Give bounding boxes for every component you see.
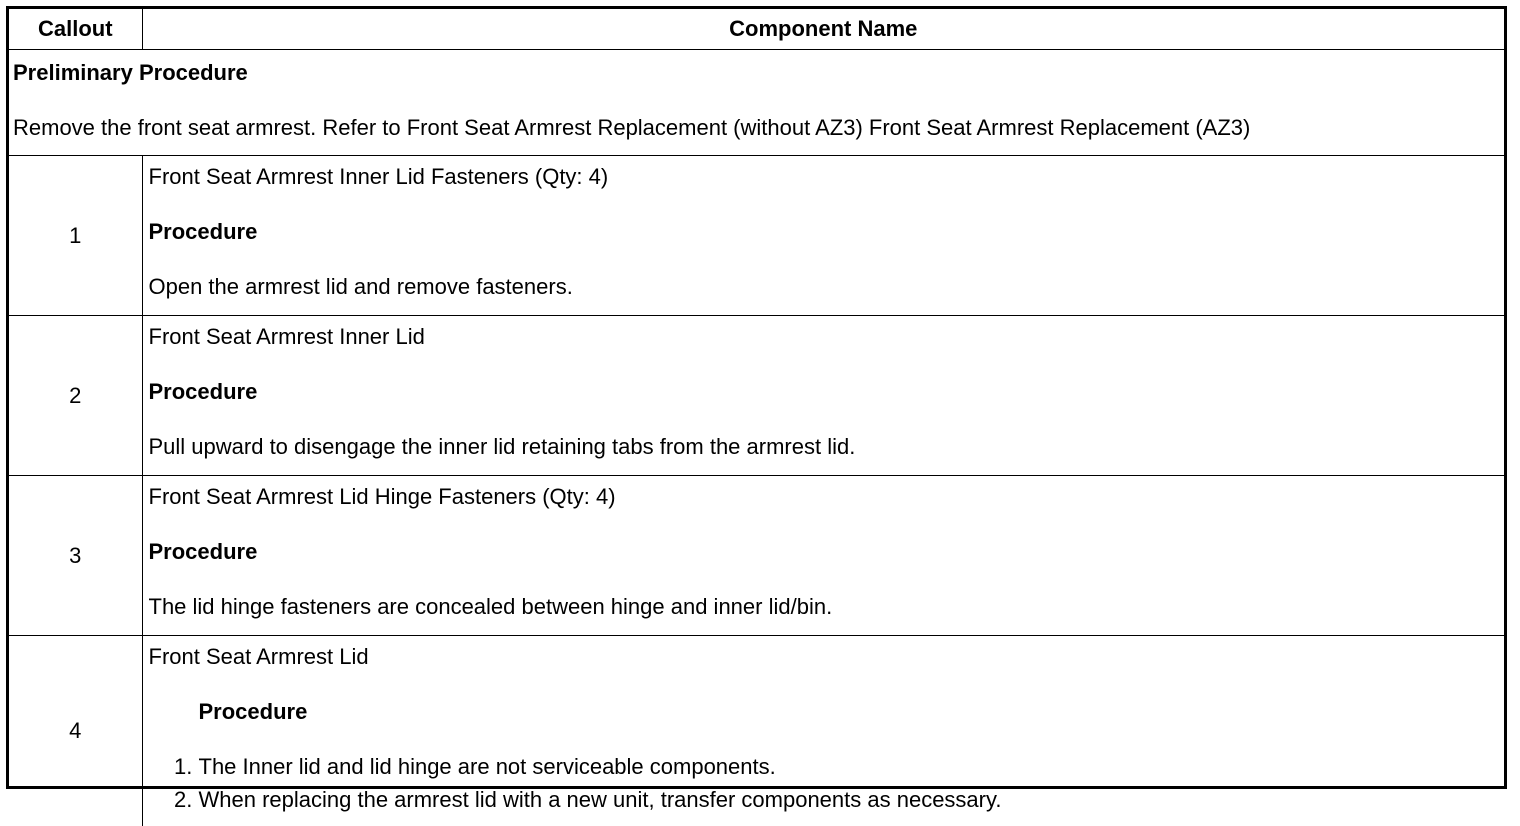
table-header-row bbox=[9, 9, 1504, 50]
table-row bbox=[9, 476, 1504, 636]
component-name: Front Seat Armrest Lid Hinge Fasteners (Qty: 4) bbox=[149, 484, 1505, 510]
procedure-label: Procedure bbox=[149, 539, 1505, 565]
component-table bbox=[9, 9, 1504, 826]
callout-number: 2 bbox=[9, 316, 142, 476]
component-name-column-header: Component Name bbox=[142, 9, 1504, 50]
preliminary-cell bbox=[9, 50, 1504, 156]
component-name: Front Seat Armrest Lid bbox=[149, 644, 1505, 670]
procedure-text: The lid hinge fasteners are concealed between hinge and inner lid/bin. bbox=[149, 594, 1505, 620]
procedure-label: Procedure bbox=[149, 699, 1505, 725]
procedure-label: Procedure bbox=[149, 219, 1505, 245]
preliminary-text: Remove the front seat armrest. Refer to Front Seat Armrest Replacement (without AZ3) Front Seat Armrest Replacement (AZ3) bbox=[13, 115, 1504, 141]
component-cell bbox=[142, 476, 1504, 636]
component-table-frame bbox=[6, 6, 1507, 789]
callout-column-header: Callout bbox=[9, 9, 142, 50]
preliminary-title: Preliminary Procedure bbox=[13, 60, 1504, 86]
table-row bbox=[9, 156, 1504, 316]
procedure-text: Open the armrest lid and remove fasteners. bbox=[149, 274, 1505, 300]
procedure-step: 2. When replacing the armrest lid with a new unit, transfer components as necessary. bbox=[199, 787, 1505, 813]
callout-number: 4 bbox=[9, 636, 142, 826]
component-name: Front Seat Armrest Inner Lid bbox=[149, 324, 1505, 350]
table-row bbox=[9, 316, 1504, 476]
preliminary-row bbox=[9, 50, 1504, 156]
component-cell bbox=[142, 636, 1504, 826]
component-name: Front Seat Armrest Inner Lid Fasteners (Qty: 4) bbox=[149, 164, 1505, 190]
component-cell bbox=[142, 316, 1504, 476]
procedure-text: Pull upward to disengage the inner lid retaining tabs from the armrest lid. bbox=[149, 434, 1505, 460]
table-row bbox=[9, 636, 1504, 826]
procedure-step: 1. The Inner lid and lid hinge are not serviceable components. bbox=[199, 754, 1505, 780]
component-cell bbox=[142, 156, 1504, 316]
callout-number: 3 bbox=[9, 476, 142, 636]
procedure-steps-list bbox=[149, 754, 1505, 813]
callout-number: 1 bbox=[9, 156, 142, 316]
procedure-label: Procedure bbox=[149, 379, 1505, 405]
